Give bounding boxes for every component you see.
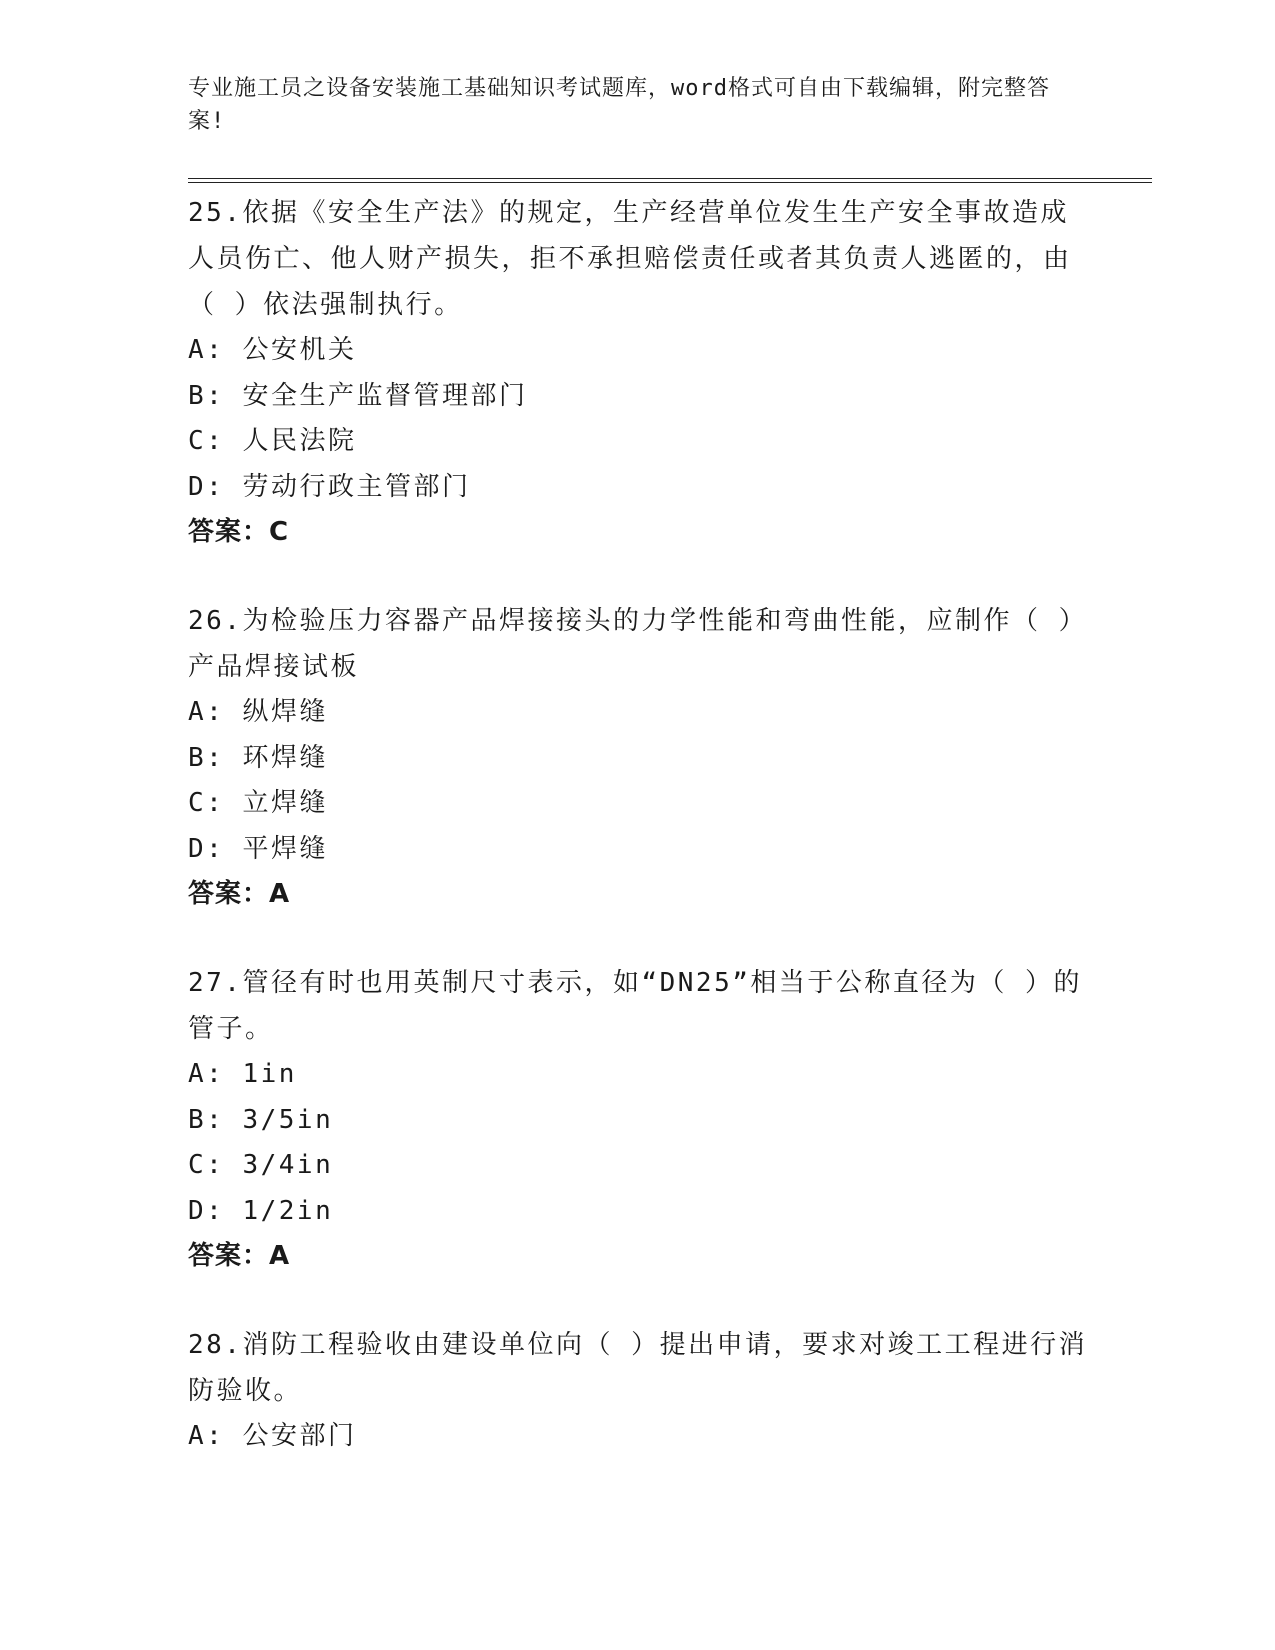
option-b: B: 3/5in [188, 1104, 334, 1135]
question-text: 28.消防工程验收由建设单位向（ ）提出申请，要求对竣工工程进行消防验收。 [188, 1330, 1088, 1406]
document-header: 专业施工员之设备安装施工基础知识考试题库，word格式可自由下载编辑，附完整答案! [188, 76, 1050, 134]
option-d: D: 1/2in [188, 1195, 334, 1226]
option-d: D: 平焊缝 [188, 833, 328, 864]
question-list [188, 190, 1088, 1503]
question-28 [188, 1322, 1088, 1460]
option-b: B: 环焊缝 [188, 742, 328, 773]
answer-label: 答案：A [188, 1241, 291, 1271]
header-divider [188, 178, 1152, 183]
option-d: D: 劳动行政主管部门 [188, 471, 471, 502]
answer-label: 答案：A [188, 879, 291, 909]
option-b: B: 安全生产监督管理部门 [188, 380, 528, 411]
option-c: C: 3/4in [188, 1150, 334, 1180]
question-text: 27.管径有时也用英制尺寸表示，如“DN25”相当于公称直径为（ ）的管子。 [188, 968, 1083, 1044]
option-c: C: 人民法院 [188, 426, 357, 456]
question-27 [188, 960, 1088, 1279]
question-text: 25.依据《安全生产法》的规定，生产经营单位发生生产安全事故造成人员伤亡、他人财产损失，拒不承担赔偿责任或者其负责人逃匿的，由（ ）依法强制执行。 [188, 198, 1072, 320]
answer-label: 答案：C [188, 517, 290, 547]
option-a: A: 1in [188, 1059, 297, 1089]
option-a: A: 公安部门 [188, 1421, 357, 1451]
option-a: A: 公安机关 [188, 335, 357, 365]
option-c: C: 立焊缝 [188, 788, 328, 818]
question-25 [188, 190, 1088, 555]
question-text: 26.为检验压力容器产品焊接接头的力学性能和弯曲性能，应制作（ ）产品焊接试板 [188, 606, 1088, 682]
question-26 [188, 598, 1088, 917]
option-a: A: 纵焊缝 [188, 697, 328, 727]
